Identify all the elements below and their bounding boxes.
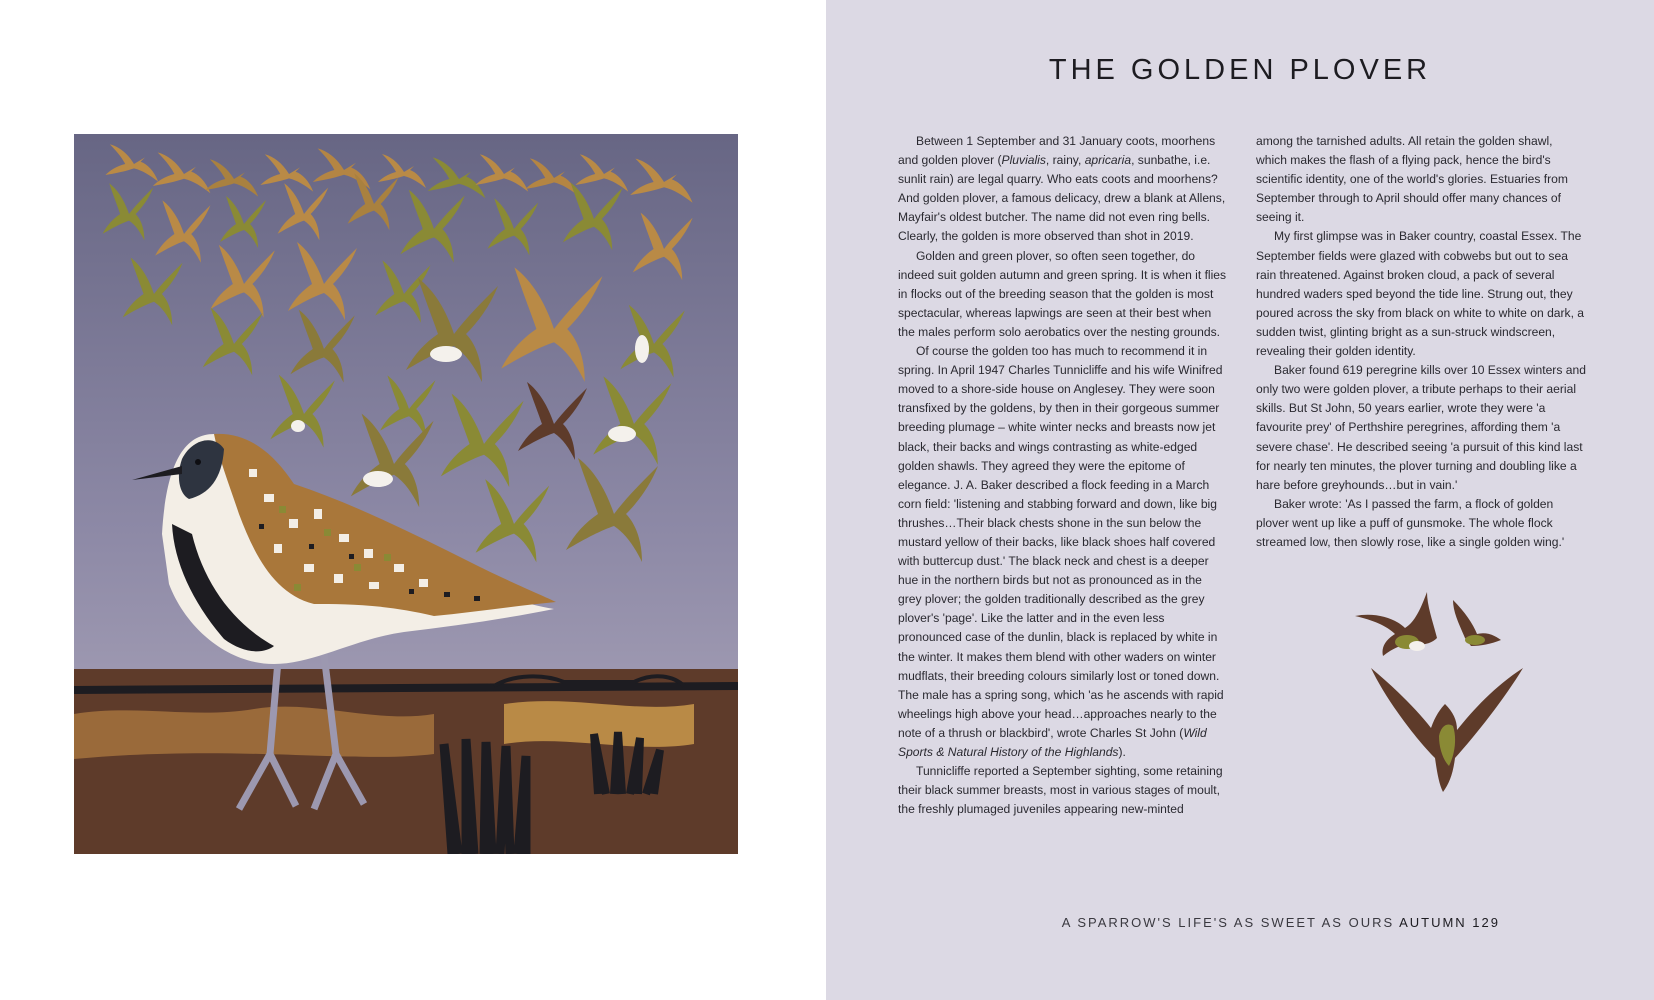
body-text: Between 1 September and 31 January coots, moorhens and golden plover ( xyxy=(898,134,1216,168)
body-text: , rainy, xyxy=(1045,153,1085,168)
right-page xyxy=(826,0,1654,1000)
footer-section: AUTUMN xyxy=(1399,915,1467,930)
body-text: My first glimpse was in Baker country, coastal Essex. The September fields were glazed with cobwebs but out to sea rain threatened. Against broken cloud, a pack of several hundred waders sped beyond the tide line. Strung out, they poured across the sky from black on white to white on dark, a sudden twist, glinting bright as a sun-struck windscreen, revealing their golden identity. xyxy=(1256,229,1585,359)
italic-text: apricaria xyxy=(1084,153,1132,168)
small-birds-illustration xyxy=(1345,588,1541,794)
paragraph xyxy=(1256,495,1586,552)
footer-book-title: A SPARROW'S LIFE'S AS SWEET AS OURS xyxy=(1061,915,1395,930)
body-text: among the tarnished adults. All retain the golden shawl, which makes the flash of a flying pack, hence the bird's scientific identity, one of the world's glories. Estuaries from September through to April should offer many chances of seeing it. xyxy=(1256,134,1568,225)
text-column-right xyxy=(1256,132,1586,552)
italic-text: Wild Sports & Natural History of the Highlands xyxy=(898,725,1207,759)
page-number: 129 xyxy=(1472,915,1500,930)
paragraph xyxy=(898,132,1228,247)
body-text: Of course the golden too has much to recommend it in spring. In April 1947 Charles Tunnicliffe and his wife Winifred moved to a shore-side house on Anglesey. They were soon transfixed by the goldens, by then in their gorgeous summer breeding plumage – white winter necks and breasts now jet black, their backs and wings contrasting as white-edged golden shawls. They agreed they were the epitome of elegance. J. A. Baker described a flock feeding in a March corn field: 'listening and stabbing forward and down, like big thrushes…Their black chests shone in the sun below the mustard yellow of their backs, like black shoes half covered with buttercup dust.' The black neck and chest is a deeper hue in the northern birds but not as pronounced as in the grey plover; the golden traditionally described as the grey plover's 'page'. Like the latter and in the even less pronounced case of the dunlin, black is replaced by white in the winter. It makes them blend with other waders on winter mudflats, their breeding colours similarly lost or toned down. The male has a spring song, which 'as he ascends with rapid wheelings high above your head…approaches nearly to the note of a thrush or blackbird', wrote Charles St John ( xyxy=(898,344,1224,740)
body-text: , sunbathe, i.e. sunlit rain) are legal quarry. Who eats coots and moorhens? And golden plover, a famous delicacy, drew a blank at Allens, Mayfair's oldest butcher. The name did not even ring bells. Clearly, the golden is more observed than shot in 2019. xyxy=(898,153,1226,244)
page-title: THE GOLDEN PLOVER xyxy=(1048,54,1432,86)
paragraph xyxy=(898,247,1228,342)
italic-text: Pluvialis xyxy=(1001,153,1046,168)
text-column-left xyxy=(898,132,1228,819)
left-page xyxy=(0,0,826,1000)
paragraph xyxy=(898,762,1228,819)
golden-plover-illustration xyxy=(74,134,738,854)
body-text: Golden and green plover, so often seen together, do indeed suit golden autumn and green spring. It is when it flies in flocks out of the breeding season that the golden is most spectacular, whereas lapwings are seen at their best when the males perform solo aerobatics over the nesting grounds. xyxy=(898,248,1227,339)
body-text: Baker wrote: 'As I passed the farm, a flock of golden plover went up like a puff of gunsmoke. The whole flock streamed low, then slowly rose, like a single golden wing.' xyxy=(1256,496,1565,549)
paragraph xyxy=(1256,227,1586,361)
paragraph xyxy=(898,342,1228,762)
running-footer xyxy=(1062,915,1500,930)
body-text: ). xyxy=(1118,745,1126,759)
paragraph xyxy=(1256,132,1586,227)
ground xyxy=(74,669,738,854)
paragraph xyxy=(1256,361,1586,495)
body-text: Baker found 619 peregrine kills over 10 Essex winters and only two were golden plover, a tribute perhaps to their aerial skills. But St John, 50 years earlier, wrote they were 'a favourite prey' of Perthshire peregrines, affording them 'a severe chase'. He described seeing 'a pursuit of this kind last for nearly ten minutes, the plover turning and doubling like a hare before greyhounds…but in vain.' xyxy=(1256,363,1586,492)
body-text: Tunnicliffe reported a September sighting, some retaining their black summer breasts, most in various stages of moult, the freshly plumaged juveniles appearing new-minted xyxy=(898,764,1223,817)
